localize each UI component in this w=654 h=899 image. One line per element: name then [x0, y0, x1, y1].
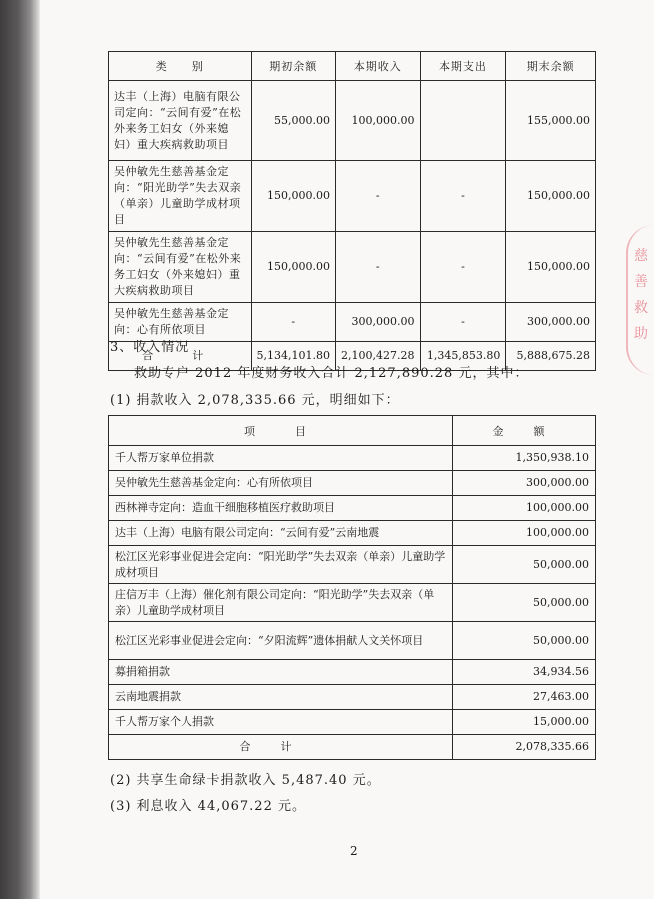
table-row [109, 546, 596, 584]
donation-income-line: (1) 捐款收入 2,078,335.66 元，明细如下： [110, 393, 400, 408]
table-row [109, 584, 596, 622]
row-expense: - [420, 303, 506, 342]
table-row [109, 81, 596, 161]
row-amount: 50,000.00 [453, 546, 596, 584]
table-row [109, 685, 596, 710]
col-period-income: 本期收入 [336, 52, 420, 81]
total-label: 合 计 [109, 342, 252, 371]
total-amount: 2,078,335.66 [453, 735, 596, 760]
row-amount: 100,000.00 [453, 496, 596, 521]
table-header-row [109, 416, 596, 446]
total-opening: 5,134,101.80 [251, 342, 335, 371]
row-amount: 34,934.56 [453, 660, 596, 685]
interest-income-line: (3) 利息收入 44,067.22 元。 [110, 799, 306, 814]
row-item: 千人帮万家单位捐款 [109, 446, 453, 471]
col-opening-balance: 期初余额 [251, 52, 335, 81]
table-row [109, 660, 596, 685]
row-amount: 15,000.00 [453, 710, 596, 735]
table-row [109, 496, 596, 521]
row-category: 吴仲敏先生慈善基金定向：“云间有爱”在松外来务工妇女（外来媳妇）重大疾病救助项目 [109, 232, 252, 303]
row-opening: 150,000.00 [251, 161, 335, 232]
row-item: 募捐箱捐款 [109, 660, 453, 685]
total-income: 2,100,427.28 [336, 342, 420, 371]
col-closing-balance: 期末余额 [506, 52, 596, 81]
row-category: 吴仲敏先生慈善基金定向：心有所依项目 [109, 303, 252, 342]
income-intro: 救助专户 2012 年度财务收入合计 2,127,890.28 元，其中： [134, 366, 529, 381]
row-closing: 150,000.00 [506, 161, 596, 232]
table-row [109, 622, 596, 660]
row-category: 达丰（上海）电脑有限公司定向：“云间有爱”在松外来务工妇女（外来媳妇）重大疾病救助项目 [109, 81, 252, 161]
table-row [109, 710, 596, 735]
table-row [109, 521, 596, 546]
row-item: 达丰（上海）电脑有限公司定向：“云间有爱”云南地震 [109, 521, 453, 546]
row-amount: 50,000.00 [453, 622, 596, 660]
row-item: 庄信万丰（上海）催化剂有限公司定向：“阳光助学”失去双亲（单亲）儿童助学成材项目 [109, 584, 453, 622]
total-label: 合计 [109, 735, 453, 760]
section-heading: 3、收入情况 [110, 340, 190, 355]
table-total-row [109, 735, 596, 760]
table-row [109, 232, 596, 303]
scan-binding-edge [0, 0, 40, 899]
table-header-row [109, 52, 596, 81]
row-amount: 1,350,938.10 [453, 446, 596, 471]
col-amount: 金额 [453, 416, 596, 446]
row-item: 云南地震捐款 [109, 685, 453, 710]
row-item: 松江区光彩事业促进会定向：“阳光助学”失去双亲（单亲）儿童助学成材项目 [109, 546, 453, 584]
row-closing: 155,000.00 [506, 81, 596, 161]
row-income: 100,000.00 [336, 81, 420, 161]
red-seal-stamp: 慈 善 救 助 [626, 225, 654, 375]
row-income: - [336, 232, 420, 303]
row-closing: 150,000.00 [506, 232, 596, 303]
row-opening: 150,000.00 [251, 232, 335, 303]
total-expense: 1,345,853.80 [420, 342, 506, 371]
row-income: 300,000.00 [336, 303, 420, 342]
table-row [109, 161, 596, 232]
col-period-expense: 本期支出 [420, 52, 506, 81]
row-amount: 300,000.00 [453, 471, 596, 496]
donation-detail-table [108, 415, 596, 760]
row-closing: 300,000.00 [506, 303, 596, 342]
row-item: 松江区光彩事业促进会定向：“夕阳流辉”遗体捐献人文关怀项目 [109, 622, 453, 660]
row-expense: - [420, 161, 506, 232]
row-opening: 55,000.00 [251, 81, 335, 161]
row-income: - [336, 161, 420, 232]
col-item: 项目 [109, 416, 453, 446]
row-expense [420, 81, 506, 161]
fund-balance-table [108, 51, 596, 371]
total-closing: 5,888,675.28 [506, 342, 596, 371]
row-item: 吴仲敏先生慈善基金定向：心有所依项目 [109, 471, 453, 496]
row-amount: 100,000.00 [453, 521, 596, 546]
table-row [109, 471, 596, 496]
row-amount: 27,463.00 [453, 685, 596, 710]
page-number: 2 [350, 844, 358, 858]
row-item: 西林禅寺定向：造血干细胞移植医疗救助项目 [109, 496, 453, 521]
col-category: 类 别 [109, 52, 252, 81]
row-amount: 50,000.00 [453, 584, 596, 622]
table-row [109, 446, 596, 471]
green-card-income-line: (2) 共享生命绿卡捐款收入 5,487.40 元。 [110, 773, 381, 788]
row-category: 吴仲敏先生慈善基金定向：“阳光助学”失去双亲（单亲）儿童助学成材项目 [109, 161, 252, 232]
row-item: 千人帮万家个人捐款 [109, 710, 453, 735]
row-expense: - [420, 232, 506, 303]
row-opening: - [251, 303, 335, 342]
